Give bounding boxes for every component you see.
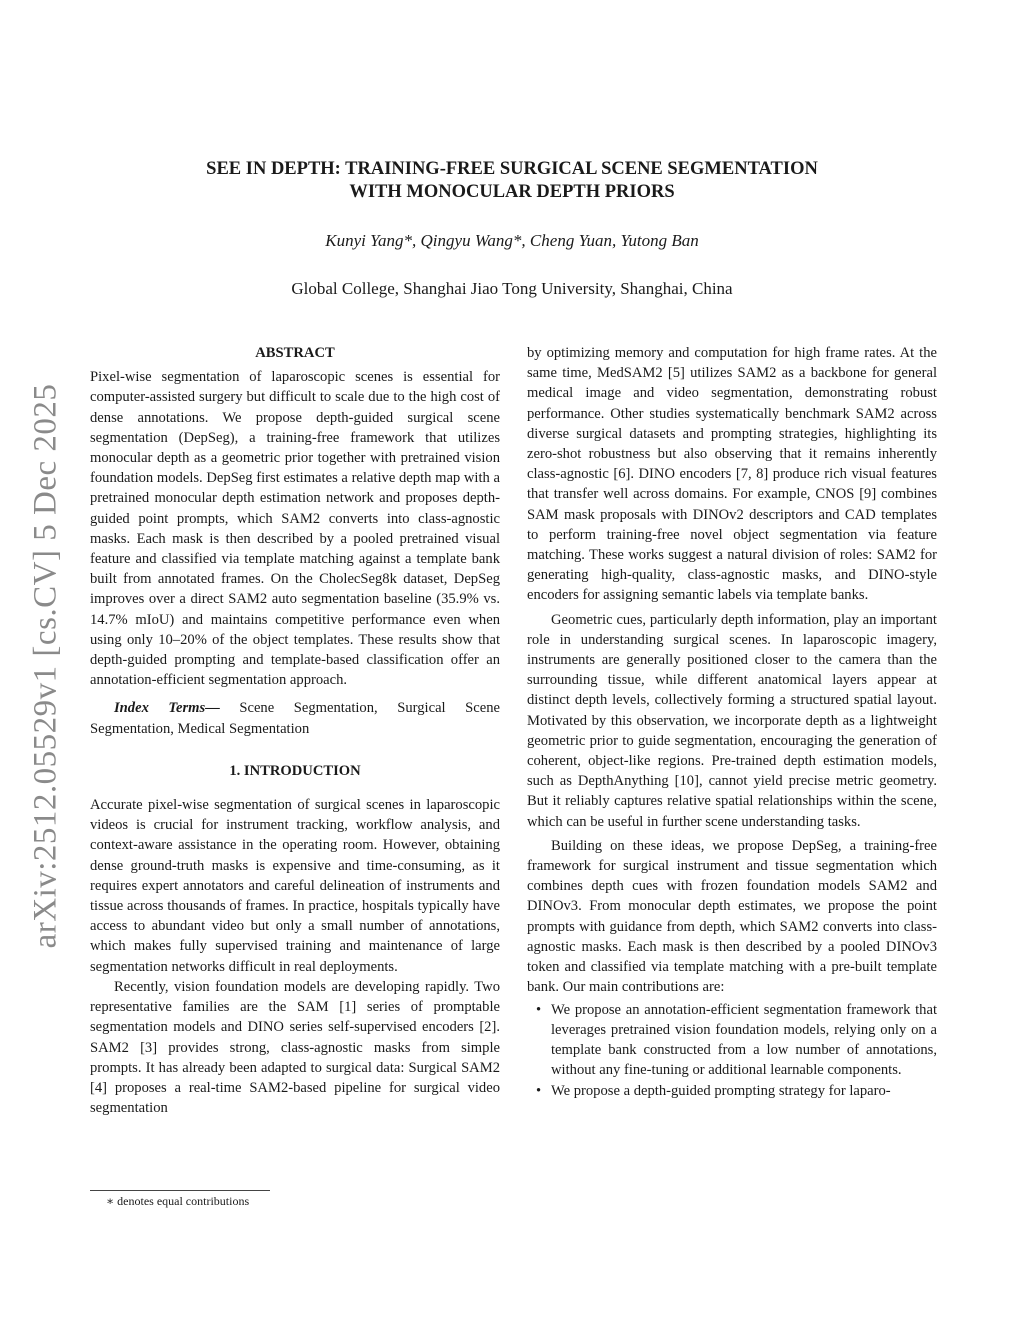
abstract-heading: ABSTRACT — [255, 345, 335, 361]
title-line-2: WITH MONOCULAR DEPTH PRIORS — [349, 182, 675, 202]
left-column — [90, 343, 500, 1118]
intro-paragraph-1: Accurate pixel-wise segmentation of surgical scenes in laparoscopic videos is crucial for instrument tracking, workflow analysis, and context-aware assistance in the operating room. However, obtaining dense ground-truth masks is expensive and time-consuming, as it requires expert annotators and careful delineation of instruments and tissue across thousands of frames. In practice, hospitals typically have access to abundant video but only a small number of annotations, which makes fully supervised training and maintenance of large segmentation networks difficult in real deployments. — [90, 797, 500, 975]
index-terms — [90, 698, 500, 738]
right-column — [527, 343, 937, 1103]
bullet-icon: • — [536, 1083, 542, 1100]
arxiv-identifier: arXiv:2512.05529v1 [cs.CV] 5 Dec 2025 — [27, 383, 64, 949]
index-terms-text: Scene Segmentation, Surgical Scene Segmentation, Medical Segmentation — [90, 700, 501, 737]
footnote: ∗ denotes equal contributions — [106, 1194, 250, 1208]
list-item — [527, 1081, 937, 1101]
right-paragraph-1: by optimizing memory and computation for high frame rates. At the same time, MedSAM2 [5] utilizes SAM2 as a backbone for general medical image and video segmentation, demonstrating robust performance. Other studies systematically benchmark SAM2 across diverse surgical datasets and prompting strategies, highlighting its zero-shot robustness but also observing that it remains inherently class-agnostic [6]. DINO encoders [7, 8] produce rich visual features that transfer well across domains. For example, CNOS [9] combines SAM mask proposals with DINOv2 descriptors and CAD templates to perform training-free novel object segmentation via feature matching. These works suggest a natural division of roles: SAM2 for generating high-quality, class-agnostic masks, and DINO-style encoders for assigning semantic labels via template banks. — [527, 345, 937, 604]
index-terms-label: Index Terms— — [114, 700, 220, 717]
bullet-icon: • — [536, 1001, 542, 1018]
affiliation: Global College, Shanghai Jiao Tong University, Shanghai, China — [291, 279, 733, 298]
abstract-text: Pixel-wise segmentation of laparoscopic scenes is essential for computer-assisted surgery but difficult to scale due to the high cost of dense annotations. We propose depth-guided surgical scene segmentation (DepSeg), a training-free framework that utilizes monocular depth as a geometric prior together with pretrained vision foundation models. DepSeg first estimates a relative depth map with a pretrained monocular depth estimation network and proposes depth-guided point prompts, which SAM2 converts into class-agnostic masks. Each mask is then described by a pooled pretrained visual feature and classified via template matching against a template bank built from annotated frames. On the CholecSeg8k dataset, DepSeg improves over a direct SAM2 auto segmentation baseline (35.9% vs. 14.7% mIoU) and maintains competitive performance even when using only 10–20% of the object templates. These results show that depth-guided prompting and template-based classification offer an annotation-efficient segmentation approach. — [90, 369, 500, 689]
contribution-list — [527, 1000, 937, 1102]
intro-paragraph-2: Recently, vision foundation models are developing rapidly. Two representative families are the SAM [1] series of promptable segmentation models and DINO series self-supervised encoders [2]. SAM2 [3] provides strong, class-agnostic masks from simple prompts. It has already been adapted to surgical data: Surgical SAM2 [4] proposes a real-time SAM2-based pipeline for surgical video segmentation — [90, 978, 500, 1117]
right-paragraph-3: Building on these ideas, we propose DepSeg, a training-free framework for surgical instrument and tissue segmentation which combines depth cues with frozen foundation models SAM2 and DINOv3. From monocular depth estimates, we propose the point prompts with guidance from depth, which SAM2 converts into class-agnostic masks. Each mask is then described by a pooled DINOv3 token and classified via template matching with a pre-built template bank. Our main contributions are: — [527, 837, 937, 996]
title-line-1: SEE IN DEPTH: TRAINING-FREE SURGICAL SCENE SEGMENTATION — [206, 159, 818, 179]
footnote-divider — [90, 1190, 270, 1191]
paper-title — [0, 158, 1024, 204]
contribution-1: We propose an annotation-efficient segmentation framework that leverages pretrained vision foundation models, relying only on a template bank constructed from a low number of annotations, without any fine-tuning or additional learnable components. — [551, 1001, 937, 1079]
list-item — [527, 1000, 937, 1081]
introduction-heading: 1. INTRODUCTION — [229, 762, 361, 779]
contribution-2: We propose a depth-guided prompting strategy for laparo- — [551, 1083, 891, 1100]
right-paragraph-2: Geometric cues, particularly depth information, play an important role in understanding surgical scenes. In laparoscopic imagery, instruments are generally positioned closer to the camera than the surrounding tissue, while different anatomical layers appear at distinct depth levels, collectively forming a structured spatial layout. Motivated by this observation, we incorporate depth as a lightweight geometric prior to guide segmentation, encouraging the generation of coherent, object-like regions. Pre-trained depth estimation models, such as DepthAnything [10], cannot yield precise metric geometry. But it reliably captures relative spatial relationships within the scene, which can be useful in further scene understanding tasks. — [527, 611, 937, 830]
author-list: Kunyi Yang*, Qingyu Wang*, Cheng Yuan, Yutong Ban — [325, 231, 699, 250]
